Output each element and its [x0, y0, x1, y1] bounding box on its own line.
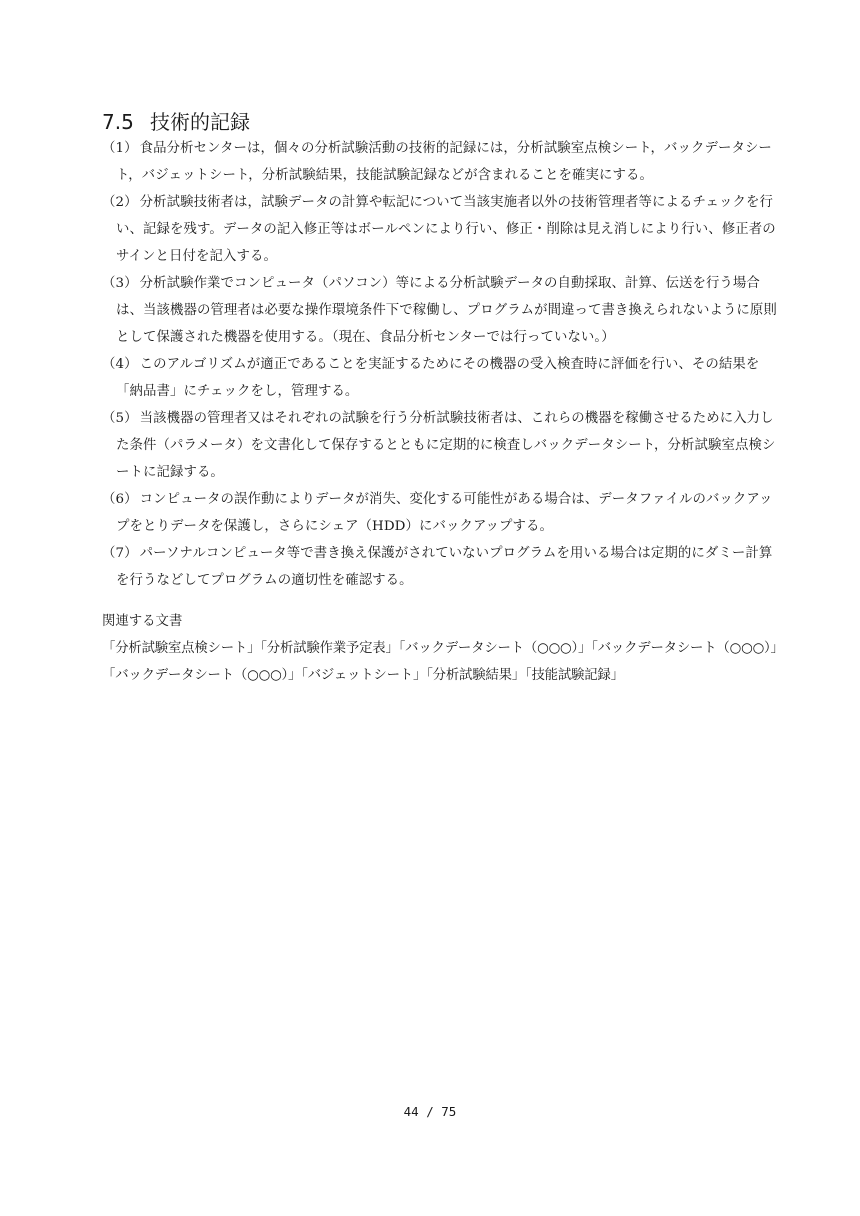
item-text: 当該機器の管理者又はそれぞれの試験を行う分析試験技術者は、これらの機器を稼働させるために入力した条件（パラメータ）を文書化して保存するとともに定期的に検査しバックデータシート，分析試験室点検シートに記録する。 — [116, 411, 776, 480]
item-text: コンピュータの誤作動によりデータが消失、変化する可能性がある場合は、データファイルのバックアップをとりデータを保護し，さらにシェア（HDD）にバックアップする。 — [116, 492, 773, 534]
item-label: （5） — [102, 411, 138, 426]
page-number: 44 / 75 — [403, 1104, 457, 1119]
item-text: 分析試験作業でコンピュータ（パソコン）等による分析試験データの自動採取、計算、伝送を行う場合は、当該機器の管理者は必要な操作環境条件下で稼働し、プログラムが間違って書き換えられないように原則として保護された機器を使用する。（現在、食品分析センターでは行っていない。） — [116, 276, 777, 345]
section-number: 7.5 — [102, 110, 134, 134]
related-documents-heading: 関連する文書 — [102, 614, 183, 629]
requirements-list — [102, 135, 782, 594]
list-item — [102, 486, 782, 540]
list-item — [102, 351, 782, 405]
item-label: （3） — [102, 276, 138, 291]
item-label: （1） — [102, 141, 138, 156]
related-documents-section — [102, 608, 782, 689]
related-documents-list: 「分析試験室点検シート」「分析試験作業予定表」「バックデータシート（○○○）」「バックデータシート（○○○）」「バックデータシート（○○○）」「バジェットシート」「分析試験結果」「技能試験記録」 — [102, 641, 778, 683]
list-item — [102, 189, 782, 270]
item-label: （2） — [102, 195, 138, 210]
section-heading — [102, 108, 250, 136]
item-text: このアルゴリズムが適正であることを実証するためにその機器の受入検査時に評価を行い、その結果を「納品書」にチェックをし，管理する。 — [116, 357, 760, 399]
item-label: （4） — [102, 357, 138, 372]
section-title: 技術的記録 — [150, 110, 250, 134]
item-text: 食品分析センターは，個々の分析試験活動の技術的記録には，分析試験室点検シート，バックデータシート，バジェットシート，分析試験結果，技能試験記録などが含まれることを確実にする。 — [116, 141, 772, 183]
list-item — [102, 540, 782, 594]
list-item — [102, 405, 782, 486]
item-text: 分析試験技術者は，試験データの計算や転記について当該実施者以外の技術管理者等によるチェックを行い、記録を残す。データの記入修正等はボールペンにより行い、修正・削除は見え消しにより行い、修正者のサインと日付を記入する。 — [116, 195, 776, 264]
item-label: （6） — [102, 492, 138, 507]
list-item — [102, 135, 782, 189]
item-text: パーソナルコンピュータ等で書き換え保護がされていないプログラムを用いる場合は定期的にダミー計算を行うなどしてプログラムの適切性を確認する。 — [116, 546, 773, 588]
list-item — [102, 270, 782, 351]
item-label: （7） — [102, 546, 138, 561]
